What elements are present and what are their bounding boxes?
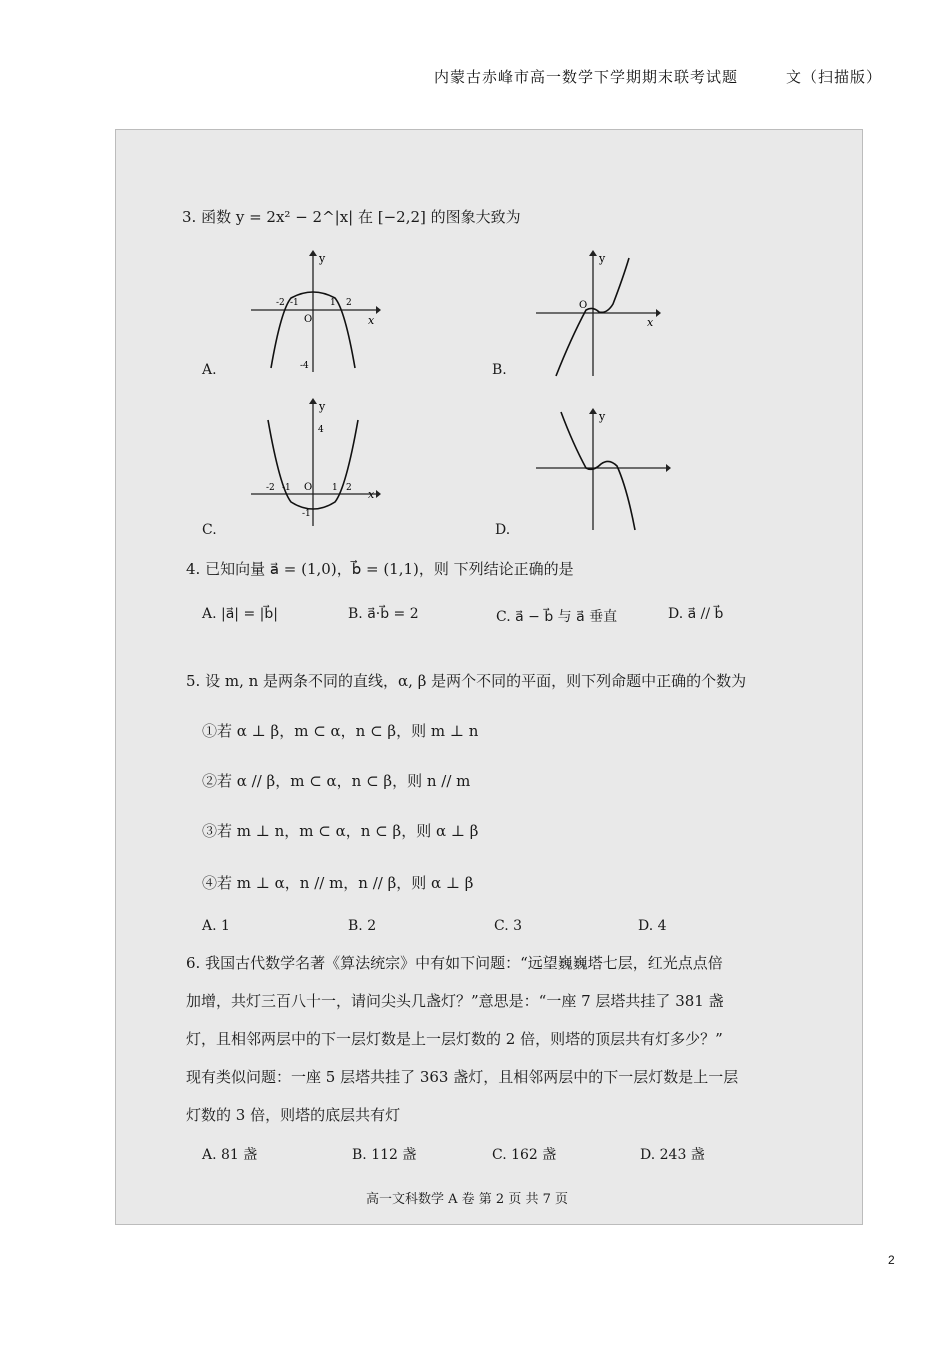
- graph-b-y-label: y: [599, 252, 606, 265]
- graph-a-x-label: x: [368, 314, 375, 327]
- q6-option-d: D. 243 盏: [640, 1147, 705, 1163]
- graph-a-tick-p2: 2: [346, 298, 352, 308]
- q6-line-1: 6. 我国古代数学名著《算法统宗》中有如下问题：“远望巍巍塔七层，红光点点倍: [186, 954, 723, 972]
- q5-option-d: D. 4: [638, 918, 667, 934]
- graph-c-origin: O: [304, 482, 313, 493]
- graph-c-tick-m1-y: -1: [302, 509, 311, 519]
- header-title: 内蒙古赤峰市高一数学下学期期末联考试题: [433, 68, 738, 86]
- scan-footer: 高一文科数学 A 卷 第 2 页 共 7 页: [366, 1192, 568, 1207]
- q4-option-b: B. a⃗·b⃗ = 2: [348, 606, 419, 622]
- page-number: 2: [888, 1253, 895, 1267]
- graph-d-y-label: y: [599, 410, 606, 423]
- graph-a-origin: O: [304, 314, 313, 325]
- q5-option-c: C. 3: [494, 918, 523, 934]
- q5-option-a: A. 1: [202, 918, 230, 934]
- q4-stem: 4. 已知向量 a⃗ = (1,0)，b⃗ = (1,1)，则 下列结论正确的是: [186, 560, 574, 578]
- graph-a-tick-m2: -2: [276, 298, 285, 308]
- graph-a-tick-m1: -1: [290, 298, 299, 308]
- graph-c-x-label: x: [368, 488, 375, 501]
- graph-b-x-label: x: [647, 316, 654, 329]
- graph-c-tick-p1: 1: [332, 483, 338, 493]
- header-suffix: 文（扫描版）: [785, 68, 882, 86]
- q5-item-3: ③若 m ⊥ n，m ⊂ α，n ⊂ β，则 α ⊥ β: [202, 822, 479, 840]
- graph-c-tick-m2: -2: [266, 483, 275, 493]
- graph-a-tick-p1: 1: [330, 298, 336, 308]
- q3-stem: 3. 函数 y = 2x² − 2^|x| 在 [−2,2] 的图象大致为: [182, 208, 521, 226]
- q3-label-a: A.: [202, 362, 217, 378]
- q3-label-b: B.: [492, 362, 507, 378]
- q4-option-d: D. a⃗ // b⃗: [668, 606, 724, 622]
- q3-label-d: D.: [495, 522, 511, 538]
- scanned-page: [115, 129, 863, 1225]
- q5-option-b: B. 2: [348, 918, 377, 934]
- q5-item-4: ④若 m ⊥ α，n // m，n // β，则 α ⊥ β: [202, 874, 474, 892]
- graph-c-tick-p4: 4: [318, 425, 324, 435]
- q4-option-c: C. a⃗ − b⃗ 与 a⃗ 垂直: [496, 609, 618, 625]
- graph-c: [246, 398, 381, 528]
- q6-option-b: B. 112 盏: [352, 1147, 417, 1163]
- graph-c-tick-p2: 2: [346, 483, 352, 493]
- graph-c-tick-m1: -1: [282, 483, 291, 493]
- q6-line-3: 灯，且相邻两层中的下一层灯数是上一层灯数的 2 倍，则塔的顶层共有灯多少？”: [186, 1030, 723, 1048]
- q5-item-1: ①若 α ⊥ β，m ⊂ α，n ⊂ β，则 m ⊥ n: [202, 722, 479, 740]
- graph-d: [531, 408, 671, 533]
- graph-b: [531, 248, 661, 378]
- graph-a-tick-m4: -4: [300, 361, 309, 371]
- q6-line-5: 灯数的 3 倍，则塔的底层共有灯: [186, 1106, 401, 1124]
- q3-label-c: C.: [202, 522, 217, 538]
- graph-a-y-label: y: [319, 252, 326, 265]
- q6-option-a: A. 81 盏: [202, 1147, 258, 1163]
- q4-option-a: A. |a⃗| = |b⃗|: [202, 606, 278, 622]
- page-header: [434, 66, 882, 87]
- q6-option-c: C. 162 盏: [492, 1147, 557, 1163]
- q5-stem: 5. 设 m, n 是两条不同的直线，α, β 是两个不同的平面，则下列命题中正确的个数为: [186, 672, 747, 690]
- q5-item-2: ②若 α // β，m ⊂ α，n ⊂ β，则 n // m: [202, 772, 471, 790]
- graph-a: [246, 250, 381, 375]
- graph-c-y-label: y: [319, 400, 326, 413]
- graph-b-origin: O: [579, 300, 588, 311]
- q6-line-4: 现有类似问题：一座 5 层塔共挂了 363 盏灯，且相邻两层中的下一层灯数是上一层: [186, 1068, 739, 1086]
- q6-line-2: 加增，共灯三百八十一，请问尖头几盏灯？”意思是：“一座 7 层塔共挂了 381 盏: [186, 992, 724, 1010]
